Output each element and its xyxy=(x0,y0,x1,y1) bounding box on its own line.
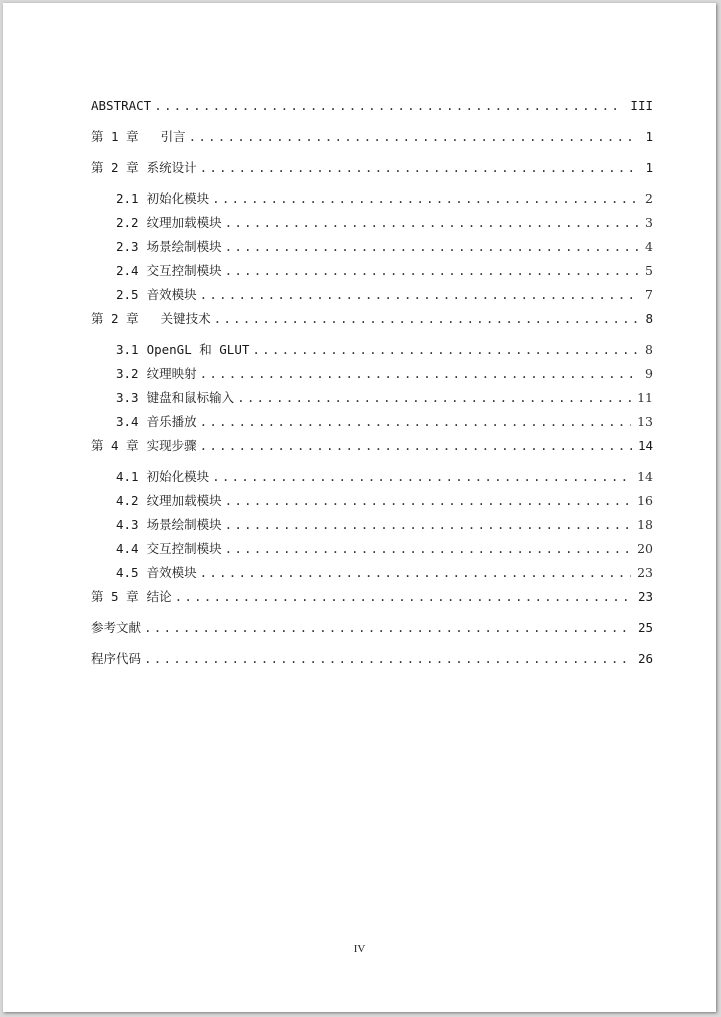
toc-entry-title: 实现步骤 xyxy=(146,438,197,453)
dot-leader xyxy=(225,540,632,558)
toc-entry-title: 交互控制模块 xyxy=(146,541,222,556)
toc-entry-page: 7 xyxy=(645,287,653,302)
dot-leader xyxy=(144,650,632,668)
dot-leader xyxy=(225,214,639,232)
document-page xyxy=(3,3,716,1012)
dot-leader xyxy=(200,413,632,431)
toc-entry-number: 第 5 章 xyxy=(91,589,139,604)
dot-leader xyxy=(225,492,632,510)
toc-entry-number: 3.4 xyxy=(116,414,139,429)
dot-leader xyxy=(252,341,639,359)
toc-section-entry[interactable] xyxy=(91,564,653,588)
dot-leader xyxy=(154,97,624,115)
toc-section-entry[interactable] xyxy=(91,286,653,310)
toc-entry-label xyxy=(116,190,209,208)
toc-entry-label xyxy=(116,413,197,431)
toc-section-entry[interactable] xyxy=(91,238,653,262)
toc-entry-page: 1 xyxy=(645,160,653,175)
toc-entry-title: 系统设计 xyxy=(146,160,197,175)
dot-leader xyxy=(175,588,632,606)
dot-leader xyxy=(212,468,631,486)
toc-chapter-entry[interactable] xyxy=(91,619,653,650)
toc-entry-label xyxy=(91,159,197,177)
toc-entry-title: 音效模块 xyxy=(146,287,197,302)
toc-entry-number: 4.5 xyxy=(116,565,139,580)
toc-entry-number: 2.3 xyxy=(116,239,139,254)
toc-entry-page: 18 xyxy=(637,517,653,532)
toc-entry-number: 4.2 xyxy=(116,493,139,508)
toc-entry-page: 11 xyxy=(637,390,653,405)
dot-leader xyxy=(237,389,631,407)
toc-entry-label xyxy=(116,564,197,582)
toc-entry-page: III xyxy=(630,98,653,113)
toc-entry-label xyxy=(116,341,249,359)
toc-entry-page: 13 xyxy=(637,414,653,429)
toc-entry-label xyxy=(91,97,151,115)
toc-chapter-entry[interactable] xyxy=(91,159,653,190)
dot-leader xyxy=(225,516,632,534)
toc-entry-title: OpenGL 和 GLUT xyxy=(146,342,250,357)
toc-entry-page: 8 xyxy=(645,311,653,326)
toc-entry-number: 2.2 xyxy=(116,215,139,230)
toc-entry-number: 4.4 xyxy=(116,541,139,556)
toc-entry-title: 初始化模块 xyxy=(146,469,210,484)
toc-entry-title: 音效模块 xyxy=(146,565,197,580)
toc-entry-label xyxy=(116,468,209,486)
toc-entry-title: 纹理加载模块 xyxy=(146,493,222,508)
toc-entry-title: 初始化模块 xyxy=(146,191,210,206)
toc-entry-title: 纹理加载模块 xyxy=(146,215,222,230)
toc-entry-number: 4.1 xyxy=(116,469,139,484)
toc-entry-label xyxy=(91,619,141,637)
toc-entry-title: 场景绘制模块 xyxy=(146,517,222,532)
toc-entry-label xyxy=(91,437,197,455)
toc-entry-title: 程序代码 xyxy=(91,651,142,666)
toc-section-entry[interactable] xyxy=(91,540,653,564)
dot-leader xyxy=(200,437,632,455)
toc-entry-page: 8 xyxy=(645,342,653,357)
toc-entry-number: 2.5 xyxy=(116,287,139,302)
toc-section-entry[interactable] xyxy=(91,468,653,492)
toc-entry-page: 9 xyxy=(645,366,653,381)
toc-entry-number: 第 2 章 xyxy=(91,160,139,175)
toc-entry-number: 第 1 章 xyxy=(91,129,139,144)
toc-entry-number: 3.3 xyxy=(116,390,139,405)
page-number: IV xyxy=(353,943,366,955)
toc-entry-page: 4 xyxy=(645,239,653,254)
toc-entry-number: 3.1 xyxy=(116,342,139,357)
toc-section-entry[interactable] xyxy=(91,389,653,413)
toc-entry-title: 纹理映射 xyxy=(146,366,197,381)
toc-entry-page: 14 xyxy=(637,469,653,484)
toc-section-entry[interactable] xyxy=(91,492,653,516)
toc-entry-label xyxy=(116,492,222,510)
toc-entry-number: 2.1 xyxy=(116,191,139,206)
toc-entry-page: 26 xyxy=(637,651,653,666)
toc-entry-label xyxy=(91,588,172,606)
table-of-contents xyxy=(91,97,653,681)
toc-entry-label xyxy=(116,516,222,534)
dot-leader xyxy=(189,128,640,146)
toc-section-entry[interactable] xyxy=(91,214,653,238)
toc-entry-title: 引言 xyxy=(160,129,186,144)
toc-section-entry[interactable] xyxy=(91,413,653,437)
toc-entry-page: 1 xyxy=(645,129,653,144)
toc-entry-title: 键盘和鼠标输入 xyxy=(146,390,235,405)
toc-entry-label xyxy=(116,214,222,232)
toc-entry-page: 2 xyxy=(645,191,653,206)
toc-entry-title: ABSTRACT xyxy=(91,98,152,113)
toc-entry-title: 场景绘制模块 xyxy=(146,239,222,254)
toc-entry-label xyxy=(116,389,234,407)
toc-entry-label xyxy=(91,310,211,328)
dot-leader xyxy=(225,238,639,256)
toc-entry-page: 23 xyxy=(637,565,653,580)
toc-entry-title: 关键技术 xyxy=(160,311,211,326)
toc-chapter-entry[interactable] xyxy=(91,128,653,159)
toc-entry-label xyxy=(116,238,222,256)
toc-chapter-entry[interactable] xyxy=(91,588,653,619)
toc-chapter-entry[interactable] xyxy=(91,437,653,468)
toc-entry-label xyxy=(91,128,186,146)
dot-leader xyxy=(200,365,639,383)
toc-entry-page: 14 xyxy=(637,438,653,453)
toc-section-entry[interactable] xyxy=(91,341,653,365)
toc-entry-label xyxy=(116,262,222,280)
dot-leader xyxy=(200,286,639,304)
dot-leader xyxy=(212,190,639,208)
toc-chapter-entry[interactable] xyxy=(91,97,653,128)
toc-entry-label xyxy=(116,540,222,558)
toc-entry-page: 16 xyxy=(637,493,653,508)
toc-entry-label xyxy=(116,286,197,304)
toc-chapter-entry[interactable] xyxy=(91,310,653,341)
toc-section-entry[interactable] xyxy=(91,262,653,286)
toc-entry-number: 第 4 章 xyxy=(91,438,139,453)
dot-leader xyxy=(200,564,632,582)
toc-section-entry[interactable] xyxy=(91,365,653,389)
toc-entry-page: 5 xyxy=(645,263,653,278)
toc-entry-title: 交互控制模块 xyxy=(146,263,222,278)
toc-entry-title: 结论 xyxy=(146,589,172,604)
toc-entry-page: 20 xyxy=(637,541,653,556)
toc-entry-number: 4.3 xyxy=(116,517,139,532)
dot-leader xyxy=(200,159,640,177)
toc-section-entry[interactable] xyxy=(91,190,653,214)
toc-entry-label xyxy=(116,365,197,383)
toc-entry-number: 第 2 章 xyxy=(91,311,139,326)
toc-chapter-entry[interactable] xyxy=(91,650,653,681)
toc-entry-title: 音乐播放 xyxy=(146,414,197,429)
toc-section-entry[interactable] xyxy=(91,516,653,540)
toc-entry-number: 2.4 xyxy=(116,263,139,278)
toc-entry-title: 参考文献 xyxy=(91,620,142,635)
dot-leader xyxy=(214,310,640,328)
dot-leader xyxy=(225,262,639,280)
toc-entry-page: 25 xyxy=(637,620,653,635)
toc-entry-number: 3.2 xyxy=(116,366,139,381)
toc-entry-page: 23 xyxy=(637,589,653,604)
toc-entry-label xyxy=(91,650,141,668)
toc-entry-page: 3 xyxy=(645,215,653,230)
dot-leader xyxy=(144,619,632,637)
